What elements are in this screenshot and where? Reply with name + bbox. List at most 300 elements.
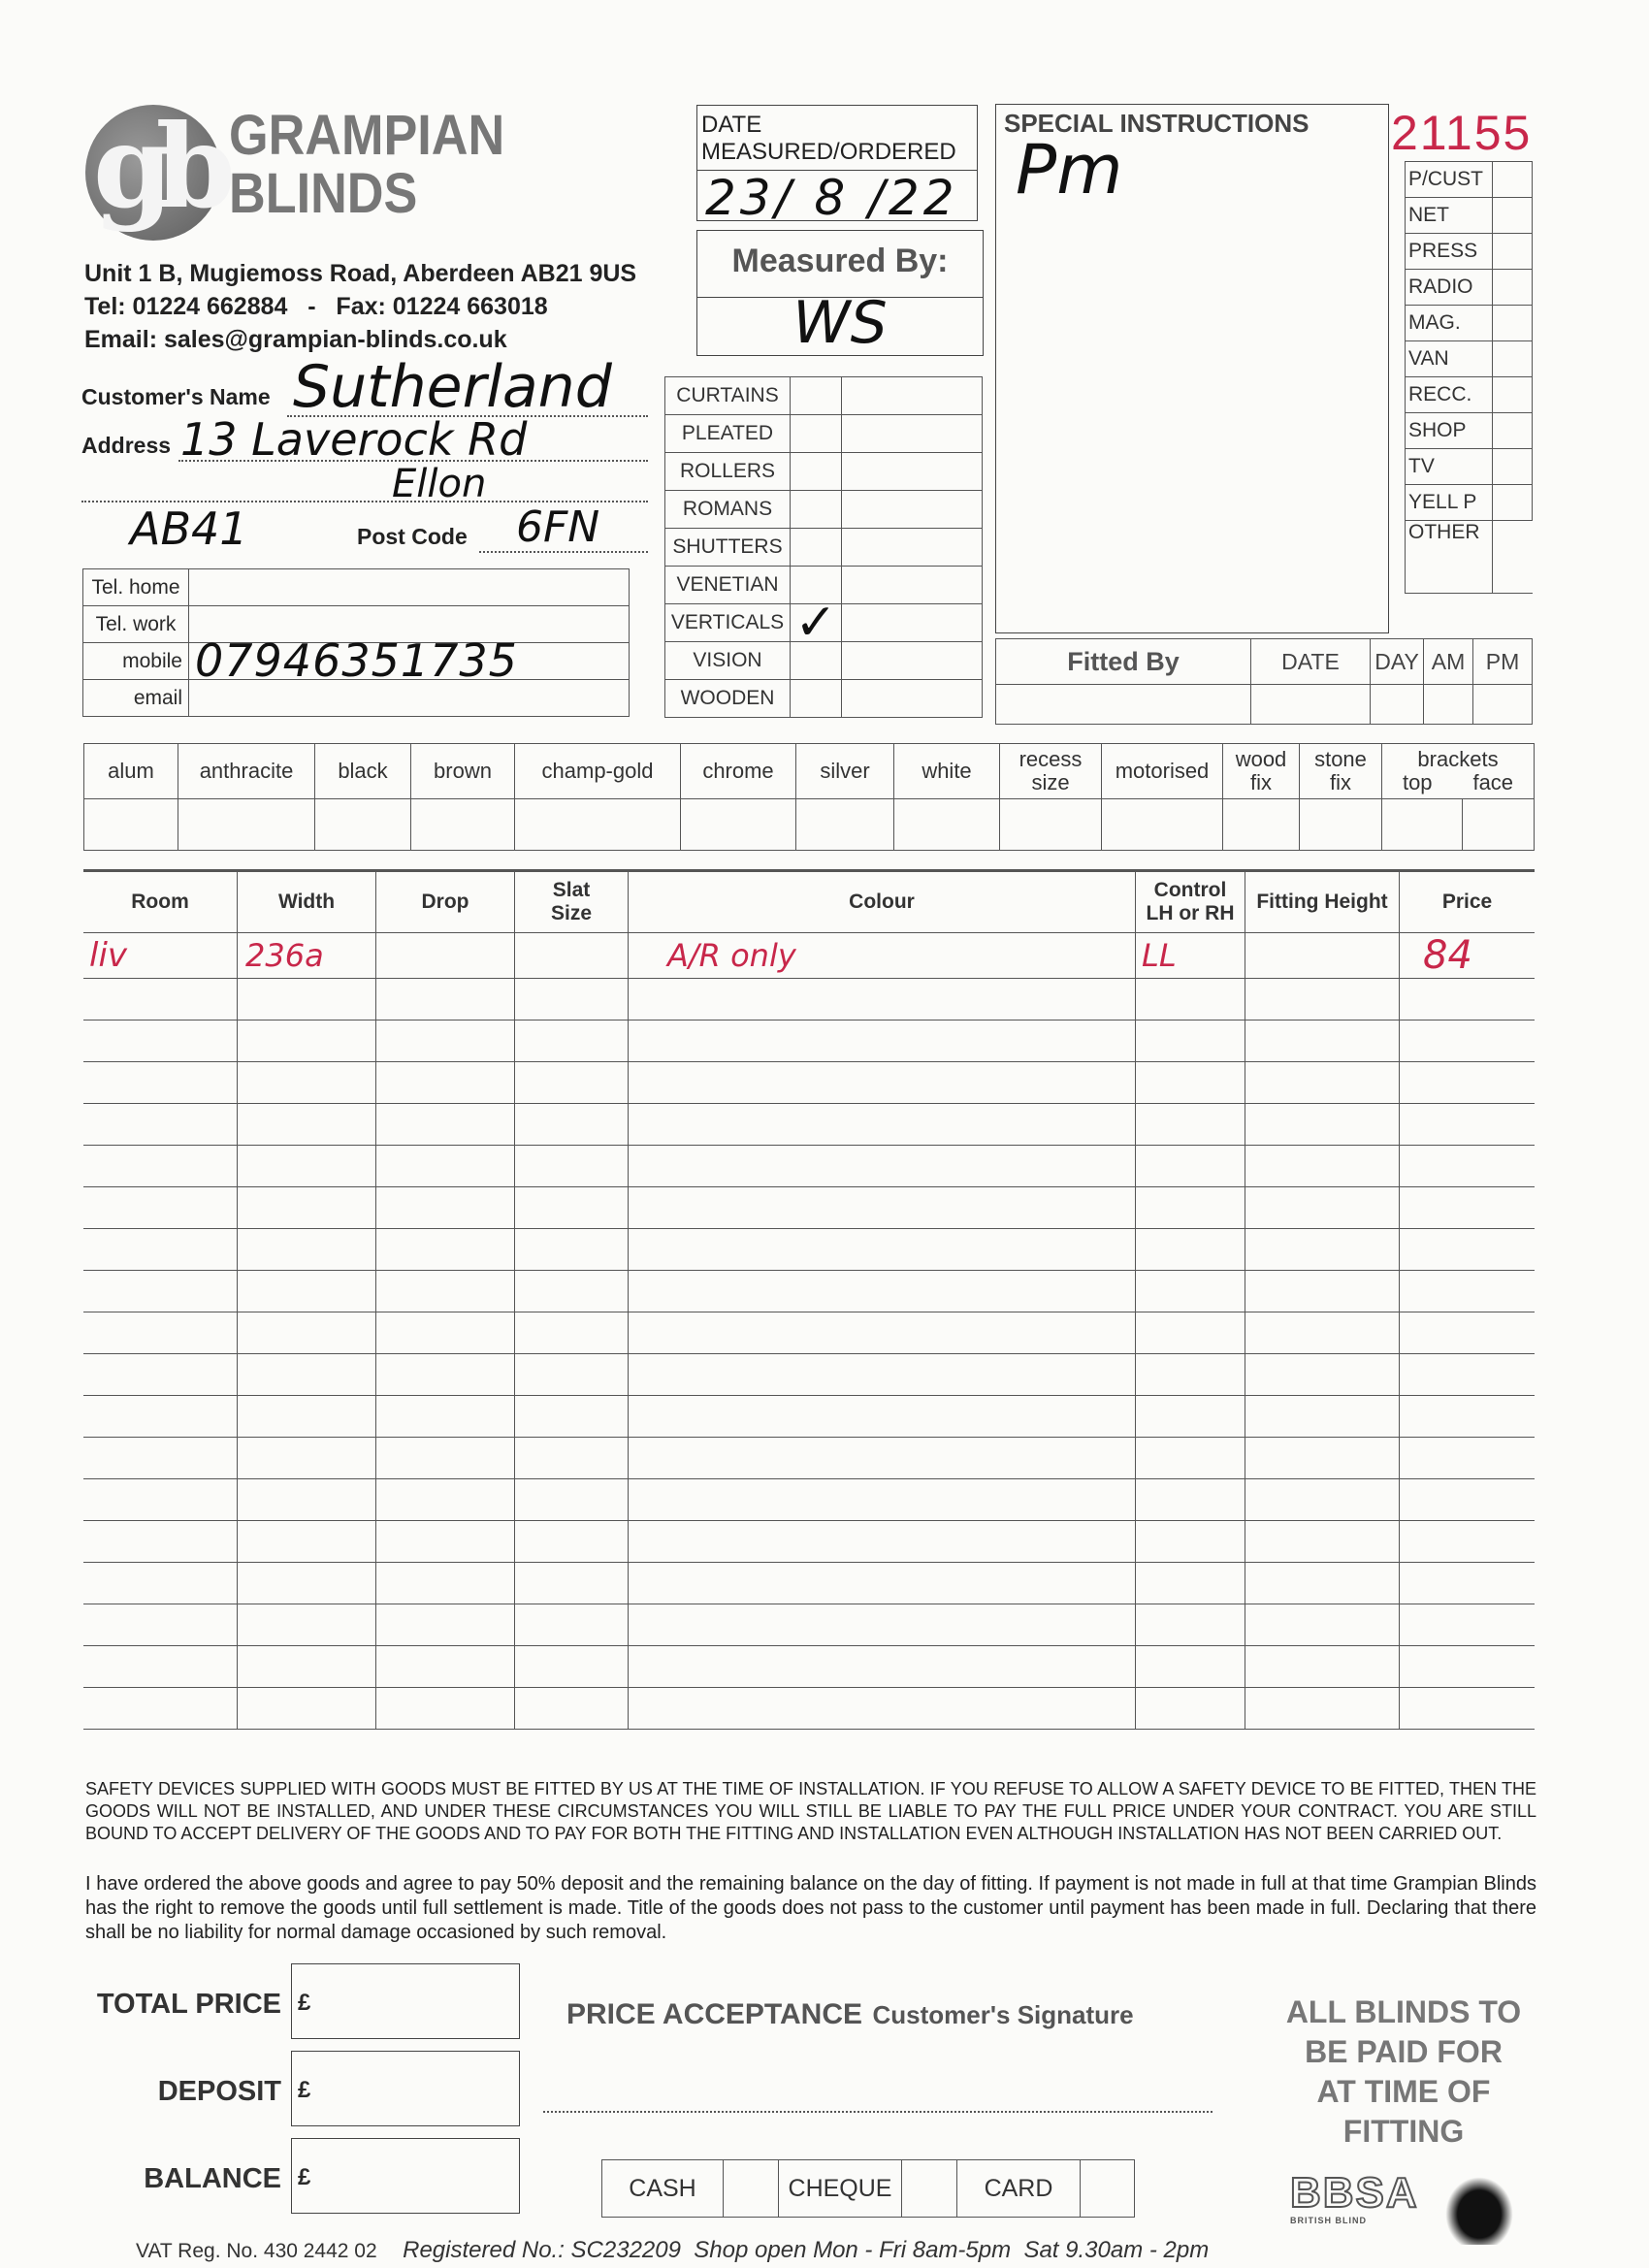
cell-width[interactable] xyxy=(238,1604,376,1646)
source-check[interactable] xyxy=(1493,270,1533,306)
contact-row xyxy=(83,569,630,606)
cell-width[interactable] xyxy=(238,979,376,1021)
product-qty[interactable] xyxy=(842,642,983,680)
cell-price[interactable] xyxy=(1400,1396,1536,1438)
measured-by-box xyxy=(696,230,984,356)
product-qty[interactable] xyxy=(842,680,983,718)
cell-colour[interactable] xyxy=(629,1646,1136,1688)
balance-label: BALANCE xyxy=(144,2163,281,2194)
table-row xyxy=(83,1354,1535,1396)
cell-colour[interactable] xyxy=(629,979,1136,1021)
table-row xyxy=(83,1062,1535,1104)
cell-room[interactable] xyxy=(83,1354,238,1396)
cell-control[interactable] xyxy=(1136,1271,1245,1312)
cell-slat[interactable] xyxy=(515,1479,629,1521)
registered-info: Registered No.: SC232209 Shop open Mon - Fri 8am-5pm Sat 9.30am - 2pm xyxy=(403,2237,1210,2263)
cell-control[interactable] xyxy=(1136,1312,1245,1354)
cell-price[interactable] xyxy=(1400,1354,1536,1396)
wood-fix-1: wood xyxy=(1235,747,1287,771)
cell-price[interactable] xyxy=(1400,1312,1536,1354)
source-row xyxy=(1406,198,1533,234)
product-qty[interactable] xyxy=(842,567,983,604)
source-check[interactable] xyxy=(1493,162,1533,198)
cell-drop[interactable] xyxy=(376,1104,515,1146)
postcode-part1-value[interactable]: AB41 xyxy=(130,502,248,555)
cell-slat[interactable] xyxy=(515,979,629,1021)
cell-drop[interactable] xyxy=(376,1438,515,1479)
finish-value[interactable] xyxy=(796,799,894,851)
source-row xyxy=(1406,485,1533,521)
cell-colour[interactable] xyxy=(629,1187,1136,1229)
finish-label: white xyxy=(894,744,1000,799)
cell-room[interactable] xyxy=(83,1646,238,1688)
cell-price[interactable] xyxy=(1400,1563,1536,1604)
cell-control[interactable] xyxy=(1136,1187,1245,1229)
bbsa-logo xyxy=(1290,2171,1523,2247)
finish-value[interactable] xyxy=(1102,799,1223,851)
cell-drop[interactable] xyxy=(376,1229,515,1271)
cell-price[interactable] xyxy=(1400,1062,1536,1104)
cell-control[interactable] xyxy=(1136,1521,1245,1563)
cell-room[interactable] xyxy=(83,1146,238,1187)
measured-by-label: Measured By: xyxy=(731,243,949,279)
company-phones: Tel: 01224 662884 - Fax: 01224 663018 xyxy=(84,293,548,320)
finish-value[interactable] xyxy=(1300,799,1382,851)
product-qty[interactable] xyxy=(842,453,983,491)
cell-width[interactable] xyxy=(238,1312,376,1354)
cell-control[interactable] xyxy=(1136,1563,1245,1604)
cell-height[interactable] xyxy=(1245,1146,1400,1187)
cell-price[interactable] xyxy=(1400,1229,1536,1271)
cell-slat[interactable] xyxy=(515,1438,629,1479)
brackets-title: brackets xyxy=(1417,747,1499,772)
table-row xyxy=(83,1271,1535,1312)
cell-drop[interactable] xyxy=(376,933,515,979)
contact-table xyxy=(82,568,630,717)
product-qty[interactable] xyxy=(842,491,983,529)
finish-value[interactable] xyxy=(178,799,315,851)
cell-room[interactable]: liv xyxy=(83,933,238,979)
contact-value[interactable]: 07946351735 xyxy=(189,643,630,680)
cell-room[interactable] xyxy=(83,1271,238,1312)
source-label: P/CUST xyxy=(1406,162,1493,198)
cell-width[interactable] xyxy=(238,1229,376,1271)
cell-height[interactable] xyxy=(1245,1688,1400,1730)
finish-value[interactable] xyxy=(84,799,178,851)
fitted-by-value[interactable] xyxy=(996,685,1251,725)
fitted-day-label: DAY xyxy=(1371,639,1424,685)
source-check[interactable] xyxy=(1493,341,1533,377)
cell-height[interactable] xyxy=(1245,979,1400,1021)
cell-room[interactable] xyxy=(83,1021,238,1062)
cell-control[interactable] xyxy=(1136,1229,1245,1271)
cell-price[interactable]: 84 xyxy=(1400,933,1536,979)
cell-drop[interactable] xyxy=(376,1354,515,1396)
product-check[interactable] xyxy=(791,491,842,529)
total-price-field[interactable] xyxy=(291,1963,520,2039)
cell-slat[interactable] xyxy=(515,1187,629,1229)
cell-room[interactable] xyxy=(83,1104,238,1146)
source-row xyxy=(1406,162,1533,198)
footer xyxy=(136,2237,1358,2264)
product-check[interactable] xyxy=(791,680,842,718)
finish-value[interactable] xyxy=(1223,799,1300,851)
cell-price[interactable] xyxy=(1400,1187,1536,1229)
contact-label: email xyxy=(83,680,189,717)
brackets-top-value[interactable] xyxy=(1382,799,1463,851)
cell-colour[interactable] xyxy=(629,1312,1136,1354)
finish-value[interactable] xyxy=(411,799,515,851)
cell-slat[interactable] xyxy=(515,1604,629,1646)
cell-drop[interactable] xyxy=(376,1021,515,1062)
cell-width[interactable] xyxy=(238,1062,376,1104)
cell-drop[interactable] xyxy=(376,979,515,1021)
special-instructions-box[interactable] xyxy=(995,104,1389,633)
cell-slat[interactable] xyxy=(515,1146,629,1187)
cell-room[interactable] xyxy=(83,1396,238,1438)
notice-line: BE PAID FOR xyxy=(1305,2034,1503,2069)
finishes-table xyxy=(83,743,1535,851)
stone-fix-1: stone xyxy=(1314,747,1367,771)
cell-price[interactable] xyxy=(1400,1021,1536,1062)
cell-room[interactable] xyxy=(83,1229,238,1271)
cell-width[interactable] xyxy=(238,1479,376,1521)
fitted-pm-value[interactable] xyxy=(1473,685,1533,725)
special-instructions-value[interactable]: Pm xyxy=(1016,130,1123,210)
cell-drop[interactable] xyxy=(376,1646,515,1688)
cell-colour[interactable]: A/R only xyxy=(629,933,1136,979)
product-label: PLEATED xyxy=(665,415,791,453)
bbsa-logo-text: BBSA xyxy=(1290,2169,1419,2217)
table-row xyxy=(83,979,1535,1021)
cell-control[interactable] xyxy=(1136,1438,1245,1479)
cell-control[interactable] xyxy=(1136,1354,1245,1396)
product-row xyxy=(665,453,983,491)
cell-colour[interactable] xyxy=(629,1271,1136,1312)
contact-value[interactable] xyxy=(189,569,630,606)
product-qty[interactable] xyxy=(842,377,983,415)
product-label: SHUTTERS xyxy=(665,529,791,567)
cell-width[interactable] xyxy=(238,1396,376,1438)
cell-slat[interactable] xyxy=(515,933,629,979)
company-email: Email: sales@grampian-blinds.co.uk xyxy=(84,326,507,353)
cell-room[interactable] xyxy=(83,1312,238,1354)
table-row xyxy=(83,1229,1535,1271)
cell-colour[interactable] xyxy=(629,1021,1136,1062)
finish-label: brown xyxy=(411,744,515,799)
product-row xyxy=(665,491,983,529)
cell-slat[interactable] xyxy=(515,1104,629,1146)
cell-price[interactable] xyxy=(1400,1521,1536,1563)
customer-signature-label: Customer's Signature xyxy=(872,2000,1134,2029)
address-line1-value[interactable]: 13 Laverock Rd xyxy=(180,413,528,466)
cell-height[interactable] xyxy=(1245,1604,1400,1646)
date-value[interactable]: 23/ 8 /22 xyxy=(705,170,958,226)
deposit-label: DEPOSIT xyxy=(157,2076,281,2107)
company-address-block xyxy=(84,257,686,356)
cell-control[interactable] xyxy=(1136,1104,1245,1146)
cell-height[interactable] xyxy=(1245,1104,1400,1146)
cell-drop[interactable] xyxy=(376,1187,515,1229)
table-row xyxy=(83,933,1535,979)
notice-line: ALL BLINDS TO xyxy=(1285,1994,1522,2029)
cell-colour[interactable] xyxy=(629,1396,1136,1438)
cell-room[interactable] xyxy=(83,1062,238,1104)
address-line2-value[interactable]: Ellon xyxy=(392,462,487,506)
product-check[interactable] xyxy=(791,415,842,453)
product-qty[interactable] xyxy=(842,604,983,642)
finish-value[interactable] xyxy=(315,799,411,851)
col-control xyxy=(1136,871,1245,933)
cell-width[interactable] xyxy=(238,1688,376,1730)
cell-price[interactable] xyxy=(1400,1646,1536,1688)
cell-drop[interactable] xyxy=(376,1604,515,1646)
cell-price[interactable] xyxy=(1400,1146,1536,1187)
order-header-row xyxy=(83,871,1535,933)
table-row xyxy=(83,1312,1535,1354)
cell-control[interactable] xyxy=(1136,979,1245,1021)
cell-room[interactable] xyxy=(83,1521,238,1563)
finishes-header-row xyxy=(84,744,1535,799)
cell-height[interactable] xyxy=(1245,1271,1400,1312)
table-row xyxy=(83,1563,1535,1604)
cell-colour[interactable] xyxy=(629,1146,1136,1187)
cell-slat[interactable] xyxy=(515,1688,629,1730)
product-check[interactable]: ✓ xyxy=(791,604,842,642)
cell-room[interactable] xyxy=(83,979,238,1021)
source-label: TV xyxy=(1406,449,1493,485)
cell-price[interactable] xyxy=(1400,1479,1536,1521)
source-check[interactable] xyxy=(1493,198,1533,234)
cell-price[interactable] xyxy=(1400,1438,1536,1479)
cell-control[interactable] xyxy=(1136,1021,1245,1062)
cell-slat[interactable] xyxy=(515,1646,629,1688)
finish-label: champ-gold xyxy=(515,744,681,799)
source-row xyxy=(1406,377,1533,413)
cell-height[interactable] xyxy=(1245,1521,1400,1563)
company-name-line2: BLINDS xyxy=(229,162,418,225)
source-check[interactable] xyxy=(1493,449,1533,485)
cell-control[interactable] xyxy=(1136,1646,1245,1688)
postcode-label: Post Code xyxy=(357,524,468,549)
cell-width[interactable] xyxy=(238,1021,376,1062)
cell-drop[interactable] xyxy=(376,1688,515,1730)
payment-cash-check[interactable] xyxy=(724,2160,779,2218)
price-acceptance-label: PRICE ACCEPTANCE xyxy=(566,1998,863,2030)
cell-drop[interactable] xyxy=(376,1479,515,1521)
cell-price[interactable] xyxy=(1400,1271,1536,1312)
cell-room[interactable] xyxy=(83,1563,238,1604)
contact-label: mobile xyxy=(83,643,189,680)
source-label: SHOP xyxy=(1406,413,1493,449)
product-label: VENETIAN xyxy=(665,567,791,604)
order-table xyxy=(83,869,1535,1730)
product-qty[interactable] xyxy=(842,529,983,567)
cell-control[interactable] xyxy=(1136,1396,1245,1438)
cell-colour[interactable] xyxy=(629,1062,1136,1104)
cell-height[interactable] xyxy=(1245,1229,1400,1271)
table-row xyxy=(83,1021,1535,1062)
cell-width[interactable] xyxy=(238,1563,376,1604)
finish-value[interactable] xyxy=(681,799,796,851)
source-label: RADIO xyxy=(1406,270,1493,306)
cell-control[interactable] xyxy=(1136,1062,1245,1104)
customer-name-row xyxy=(81,349,649,421)
cell-room[interactable] xyxy=(83,1688,238,1730)
source-label: MAG. xyxy=(1406,306,1493,341)
table-row xyxy=(83,1187,1535,1229)
cell-slat[interactable] xyxy=(515,1354,629,1396)
cell-slat[interactable] xyxy=(515,1229,629,1271)
recess-size-label xyxy=(1000,744,1102,799)
recess-label-1: recess xyxy=(1018,747,1083,771)
cell-control[interactable] xyxy=(1136,1688,1245,1730)
cell-height[interactable] xyxy=(1245,1354,1400,1396)
fitted-header-row xyxy=(996,639,1533,685)
cell-slat[interactable] xyxy=(515,1563,629,1604)
cell-price[interactable] xyxy=(1400,1688,1536,1730)
cell-slat[interactable] xyxy=(515,1021,629,1062)
source-check[interactable] xyxy=(1493,485,1533,521)
cell-width[interactable] xyxy=(238,1271,376,1312)
cell-room[interactable] xyxy=(83,1187,238,1229)
source-check[interactable] xyxy=(1493,234,1533,270)
source-check[interactable] xyxy=(1493,413,1533,449)
measured-by-value[interactable]: WS xyxy=(792,289,888,357)
cell-drop[interactable] xyxy=(376,1312,515,1354)
cell-slat[interactable] xyxy=(515,1521,629,1563)
source-label: PRESS xyxy=(1406,234,1493,270)
cell-colour[interactable] xyxy=(629,1229,1136,1271)
finish-value[interactable] xyxy=(894,799,1000,851)
cell-height[interactable] xyxy=(1245,1646,1400,1688)
finish-value[interactable] xyxy=(515,799,681,851)
currency-symbol: £ xyxy=(298,2077,311,2103)
postcode-part2-value[interactable]: 6FN xyxy=(516,502,600,552)
fitted-day-value[interactable] xyxy=(1371,685,1424,725)
cell-drop[interactable] xyxy=(376,1396,515,1438)
wood-fix-label xyxy=(1223,744,1300,799)
payment-card-label: CARD xyxy=(957,2160,1081,2218)
cell-width[interactable]: 236a xyxy=(238,933,376,979)
cell-price[interactable] xyxy=(1400,1604,1536,1646)
cell-colour[interactable] xyxy=(629,1521,1136,1563)
cell-width[interactable] xyxy=(238,1646,376,1688)
table-row xyxy=(83,1521,1535,1563)
cell-height[interactable] xyxy=(1245,1062,1400,1104)
cell-room[interactable] xyxy=(83,1604,238,1646)
cell-control[interactable] xyxy=(1136,1604,1245,1646)
table-row xyxy=(83,1396,1535,1438)
cell-colour[interactable] xyxy=(629,1438,1136,1479)
cell-colour[interactable] xyxy=(629,1604,1136,1646)
slat-label-2: Size xyxy=(550,902,593,924)
company-name-line1: GRAMPIAN xyxy=(229,104,505,167)
cell-width[interactable] xyxy=(238,1521,376,1563)
slat-label-1: Slat xyxy=(552,879,591,901)
cell-drop[interactable] xyxy=(376,1271,515,1312)
cell-colour[interactable] xyxy=(629,1688,1136,1730)
cell-width[interactable] xyxy=(238,1354,376,1396)
price-acceptance xyxy=(566,1998,1207,2031)
cell-height[interactable] xyxy=(1245,1021,1400,1062)
product-label: WOODEN xyxy=(665,680,791,718)
cell-width[interactable] xyxy=(238,1104,376,1146)
control-label-2: LH or RH xyxy=(1146,902,1235,924)
cell-height[interactable] xyxy=(1245,1479,1400,1521)
cell-height[interactable] xyxy=(1245,1187,1400,1229)
currency-symbol: £ xyxy=(298,2164,311,2190)
cell-drop[interactable] xyxy=(376,1062,515,1104)
signature-line[interactable] xyxy=(543,2111,1212,2113)
total-price-label: TOTAL PRICE xyxy=(96,1989,281,2020)
cell-colour[interactable] xyxy=(629,1479,1136,1521)
product-check[interactable] xyxy=(791,529,842,567)
cell-slat[interactable] xyxy=(515,1312,629,1354)
cell-control[interactable] xyxy=(1136,1146,1245,1187)
cell-control[interactable] xyxy=(1136,1479,1245,1521)
payment-cheque-check[interactable] xyxy=(902,2160,957,2218)
cell-slat[interactable] xyxy=(515,1062,629,1104)
fitted-am-value[interactable] xyxy=(1424,685,1473,725)
brackets-face-value[interactable] xyxy=(1463,799,1535,851)
source-row xyxy=(1406,341,1533,377)
cell-height[interactable] xyxy=(1245,933,1400,979)
source-check[interactable] xyxy=(1493,306,1533,341)
wood-fix-2: fix xyxy=(1250,770,1272,794)
cell-room[interactable] xyxy=(83,1438,238,1479)
source-check[interactable] xyxy=(1493,377,1533,413)
deposit-field[interactable] xyxy=(291,2051,520,2126)
product-label: VISION xyxy=(665,642,791,680)
source-table xyxy=(1405,161,1533,594)
cell-width[interactable] xyxy=(238,1187,376,1229)
cell-price[interactable] xyxy=(1400,979,1536,1021)
cell-height[interactable] xyxy=(1245,1396,1400,1438)
product-check[interactable] xyxy=(791,377,842,415)
cell-width[interactable] xyxy=(238,1438,376,1479)
col-width: Width xyxy=(238,871,376,933)
cell-slat[interactable] xyxy=(515,1396,629,1438)
source-check[interactable] xyxy=(1493,521,1533,594)
cell-price[interactable] xyxy=(1400,1104,1536,1146)
cell-colour[interactable] xyxy=(629,1354,1136,1396)
product-label: CURTAINS xyxy=(665,377,791,415)
customer-name-value[interactable]: Sutherland xyxy=(293,353,612,421)
fitted-date-value[interactable] xyxy=(1251,685,1371,725)
cell-height[interactable] xyxy=(1245,1563,1400,1604)
payment-card-check[interactable] xyxy=(1081,2160,1135,2218)
cell-colour[interactable] xyxy=(629,1104,1136,1146)
product-check[interactable] xyxy=(791,453,842,491)
cell-width[interactable] xyxy=(238,1146,376,1187)
cell-drop[interactable] xyxy=(376,1521,515,1563)
cell-room[interactable] xyxy=(83,1479,238,1521)
cell-height[interactable] xyxy=(1245,1438,1400,1479)
source-label: OTHER xyxy=(1406,521,1493,594)
balance-field[interactable] xyxy=(291,2138,520,2214)
company-logo xyxy=(76,97,522,252)
cell-drop[interactable] xyxy=(376,1563,515,1604)
product-qty[interactable] xyxy=(842,415,983,453)
payment-cash-label: CASH xyxy=(602,2160,724,2218)
cell-colour[interactable] xyxy=(629,1563,1136,1604)
cell-control[interactable]: LL xyxy=(1136,933,1245,979)
cell-drop[interactable] xyxy=(376,1146,515,1187)
cell-height[interactable] xyxy=(1245,1312,1400,1354)
cell-slat[interactable] xyxy=(515,1271,629,1312)
finish-value[interactable] xyxy=(1000,799,1102,851)
